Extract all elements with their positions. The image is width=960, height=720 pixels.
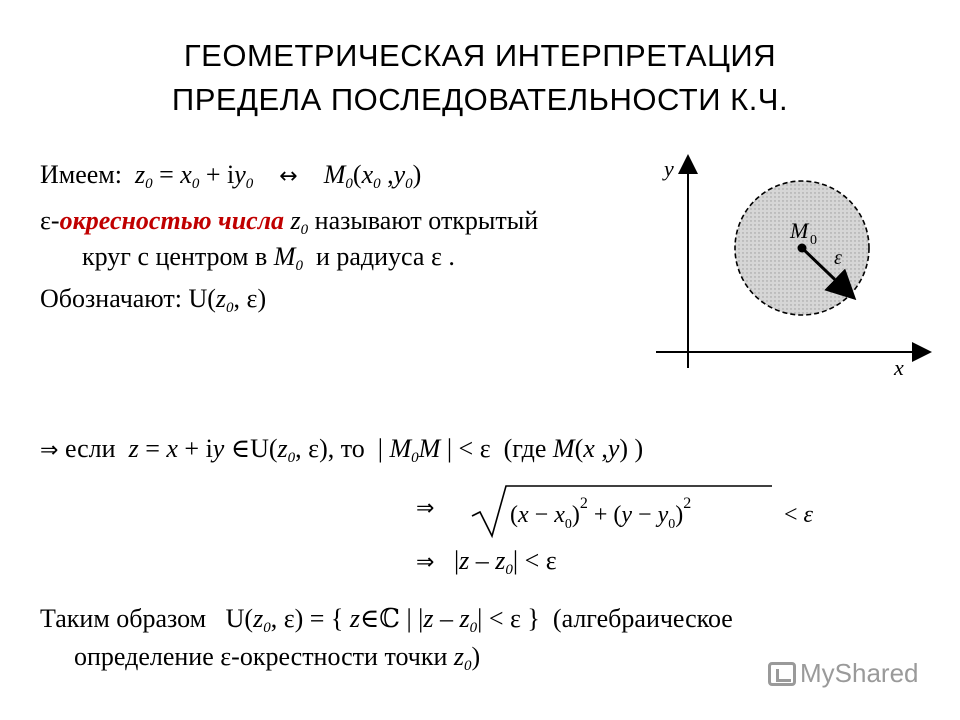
line-definition-end: определение ε-окрестности точки $z_0$) bbox=[74, 642, 481, 674]
have-label: Имеем: bbox=[40, 160, 122, 189]
title-line-2: ПРЕДЕЛА ПОСЛЕДОВАТЕЛЬНОСТИ К.Ч. bbox=[171, 82, 789, 117]
implies-arrow-icon: ⇒ bbox=[416, 496, 435, 521]
title-line-1: ГЕОМЕТРИЧЕСКАЯ ИНТЕРПРЕТАЦИЯ bbox=[183, 38, 777, 73]
called-open: называют открытый bbox=[314, 206, 539, 235]
equivalence-arrow-icon: ↔ bbox=[279, 164, 298, 189]
circle-center-text: круг с центром в bbox=[82, 242, 268, 271]
slide-title bbox=[0, 34, 960, 122]
line-abs: ⇒ $|z - z_0| < \varepsilon$ bbox=[416, 546, 557, 578]
definition-text: определение ε-окрестности точки bbox=[74, 642, 448, 671]
distance-formula bbox=[470, 480, 840, 540]
point-label-m: M bbox=[790, 218, 809, 243]
x-axis-label: x bbox=[894, 355, 904, 380]
line-denote: Обозначают: $U(z_0$, ε) bbox=[40, 284, 267, 316]
then-word: то bbox=[340, 434, 365, 463]
geometric-diagram bbox=[650, 148, 940, 380]
formula-z0: $z_0$ bbox=[135, 160, 153, 192]
y-axis-label: y bbox=[664, 156, 674, 181]
denote-label: Обозначают: bbox=[40, 284, 182, 313]
radius-label: ε bbox=[834, 247, 842, 269]
thus-text: Таким образом bbox=[40, 604, 207, 633]
point-label-sub: 0 bbox=[810, 233, 817, 248]
neighborhood-term: окресностью числа bbox=[59, 206, 285, 235]
svg-text:< ε: < ε bbox=[784, 502, 814, 528]
and-radius: и радиуса bbox=[315, 242, 425, 271]
eps-prefix: ε- bbox=[40, 206, 60, 235]
if-word: если bbox=[64, 434, 116, 463]
myshared-logo-icon bbox=[768, 662, 796, 686]
implies-arrow-icon: ⇒ bbox=[40, 438, 59, 463]
watermark-text: MyShared bbox=[800, 658, 919, 688]
svg-text:(x − x0)2 + (y − y0)2: $(x - x_0)^2 + (y - y_0)^2$ bbox=[510, 495, 692, 532]
point-m0: $M_0$ bbox=[323, 160, 353, 192]
implies-arrow-icon: ⇒ bbox=[416, 550, 435, 575]
line-thus: Таким образом $U(z_0$, ε) = { z∈ℂ | $|z - z_0| < \varepsilon$ } (алгебраическое bbox=[40, 604, 733, 636]
line-circle: круг с центром в $M_0$ и радиуса ε . bbox=[82, 242, 455, 274]
line-definition: ε-окресностью числа $z_0$ называют открытый bbox=[40, 206, 539, 238]
watermark bbox=[768, 658, 919, 689]
implies-arrow-2 bbox=[416, 492, 434, 522]
where-word: (где bbox=[503, 434, 547, 463]
algebraic-text: (алгебраическое bbox=[552, 604, 733, 633]
line-if: ⇒ если z = x + iy $\in U(z_0$, ε), то | $M_0M$ | < ε (где M(x ,y) ) bbox=[40, 434, 644, 466]
line-have: Имеем: $z_0 = x_0 + iy_0$ ↔ $M_0(x_0$ $,y_0$) bbox=[40, 160, 422, 192]
